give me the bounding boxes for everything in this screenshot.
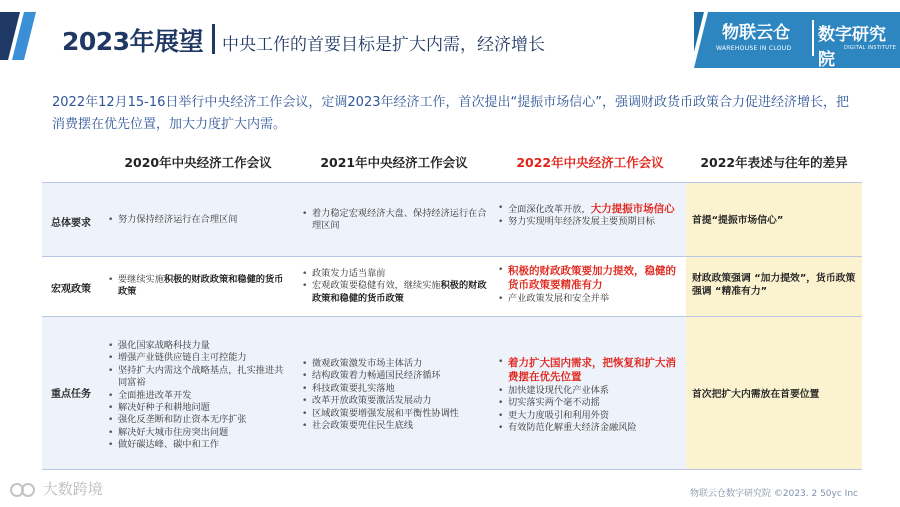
list-item: • 努力实现明年经济发展主要预期目标: [498, 216, 683, 228]
list-item: • 宏观政策要稳健有效，继续实施积极的财政政策和稳健的货币政策: [302, 280, 487, 305]
table-rule: [42, 182, 862, 183]
col-header-2021: 2021年中央经济工作会议: [320, 155, 468, 170]
logo-divider: [812, 20, 814, 56]
list-item: • 切实落实两个毫不动摇: [498, 397, 683, 409]
intro-paragraph: 2022年12月15-16日举行中央经济工作会议，定调2023年经济工作，首次提出“提振市场信心”，强调财政货币政策合力促进经济增长，把消费摆在优先位置，加大力度扩大内需。: [52, 95, 849, 132]
list-item: • 加快建设现代化产业体系: [498, 385, 683, 397]
list-item: • 强化反垄断和防止资本无序扩张: [108, 414, 288, 426]
cell-2020-tasks: [108, 340, 288, 452]
cell-2022-macro: [498, 264, 683, 305]
row-label-overall: 总体要求: [51, 218, 91, 229]
list-item: • 努力保持经济运行在合理区间: [108, 214, 288, 226]
col-header-2022: 2022年中央经济工作会议: [516, 155, 664, 170]
highlight-text: 大力提振市场信心: [590, 203, 675, 215]
diff-macro: 财政政策强调 “加力提效”，货币政策强调 “精准有力”: [692, 273, 856, 297]
highlight-text: 积极的财政政策要加力提效，稳健的货币政策要精准有力: [508, 265, 676, 292]
list-item: • 更大力度吸引和利用外资: [498, 410, 683, 422]
row-label-macro: 宏观政策: [51, 284, 91, 295]
list-item: • 有效防范化解重大经济金融风险: [498, 422, 683, 434]
brand-logo: [694, 12, 900, 68]
list-item: [498, 264, 683, 293]
list-item: • 微观政策激发市场主体活力: [302, 358, 487, 370]
watermark-text: 大数跨境: [42, 480, 103, 498]
header-stripe-decoration: [0, 12, 48, 60]
list-item: • 解决好种子和耕地问题: [108, 402, 288, 414]
page-subtitle: 中央工作的首要目标是扩大内需，经济增长: [222, 35, 545, 55]
highlight-text: 着力扩大国内需求，把恢复和扩大消费摆在优先位置: [508, 357, 676, 384]
logo-subtext-right: DIGITAL INSTITUTE: [844, 45, 897, 51]
list-item: [498, 356, 683, 385]
list-item: • 要继续实施积极的财政政策和稳健的货币政策: [108, 274, 288, 299]
watermark-icon: [8, 480, 38, 500]
list-item: • 坚持扩大内需这个战略基点，扎实推进共同富裕: [108, 365, 288, 390]
list-item: • 区域政策要增强发展和平衡性协调性: [302, 408, 487, 420]
list-item: • 产业政策发展和安全并举: [498, 293, 683, 305]
cell-2022-overall: [498, 202, 683, 229]
title-divider: [212, 24, 215, 54]
diff-overall: 首提“提振市场信心”: [692, 215, 784, 226]
list-item: • 政策发力适当靠前: [302, 268, 487, 280]
list-item: • 科技政策要扎实落地: [302, 383, 487, 395]
cell-2020-overall: [108, 214, 288, 226]
cell-2022-tasks: [498, 356, 683, 434]
col-header-diff: 2022年表述与往年的差异: [700, 155, 848, 170]
cell-2021-tasks: [302, 358, 487, 432]
page-title: 2023年展望: [62, 27, 204, 56]
list-item: • 全面深化改革开放，大力提振市场信心: [498, 202, 683, 216]
cell-2021-overall: [302, 208, 487, 233]
table-rule: [42, 316, 862, 317]
watermark: [8, 478, 103, 500]
slide-header: [0, 0, 900, 72]
table-rule: [42, 469, 862, 470]
list-item: • 社会政策要兜住民生底线: [302, 420, 487, 432]
logo-text-left: 物联云仓: [722, 23, 790, 43]
col-header-2020: 2020年中央经济工作会议: [124, 155, 272, 170]
list-item: • 着力稳定宏观经济大盘、保持经济运行在合理区间: [302, 208, 487, 233]
list-item: • 做好碳达峰、碳中和工作: [108, 439, 288, 451]
cell-2020-macro: [108, 274, 288, 299]
table-rule: [42, 256, 862, 257]
list-item: • 结构政策着力畅通国民经济循环: [302, 370, 487, 382]
list-item: • 改革开放政策要激活发展动力: [302, 395, 487, 407]
source-footer: 物联云仓数字研究院 ©2023. 2 50yc Inc: [690, 489, 858, 499]
list-item: • 全面推进改革开发: [108, 390, 288, 402]
comparison-table: [42, 144, 862, 470]
diff-tasks: 首次把扩大内需放在首要位置: [692, 389, 820, 400]
logo-subtext-left: WAREHOUSE IN CLOUD: [716, 45, 792, 52]
logo-text-right: 数字研究院: [818, 25, 886, 70]
list-item: • 强化国家战略科技力量: [108, 340, 288, 352]
cell-2021-macro: [302, 268, 487, 305]
row-label-tasks: 重点任务: [51, 389, 91, 400]
list-item: • 解决好大城市住房突出问题: [108, 427, 288, 439]
list-item: • 增强产业链供应链自主可控能力: [108, 352, 288, 364]
